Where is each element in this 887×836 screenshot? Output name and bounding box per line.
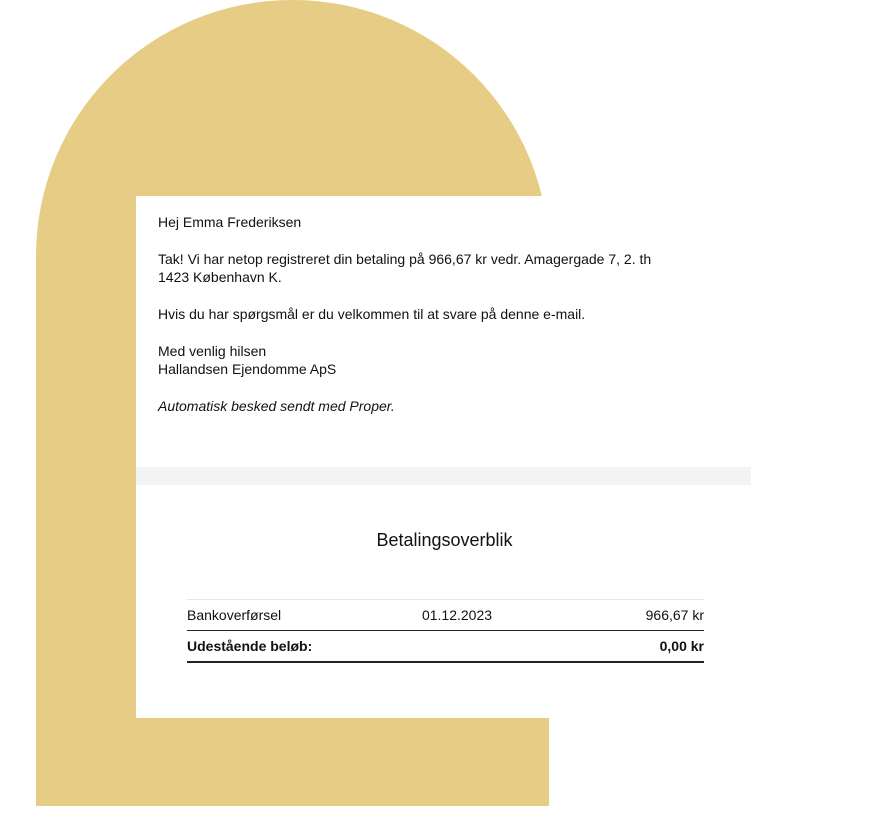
confirmation-line-1: Tak! Vi har netop registreret din betaling på 966,67 kr vedr. Amagergade 7, 2. th bbox=[158, 251, 652, 267]
payment-table bbox=[187, 599, 704, 663]
payment-date: 01.12.2023 bbox=[421, 607, 493, 623]
confirmation-line-2: 1423 København K. bbox=[158, 269, 282, 285]
payment-row bbox=[187, 600, 704, 631]
outstanding-amount: 0,00 kr bbox=[659, 638, 704, 654]
email-footer-note: Automatisk besked sendt med Proper. bbox=[158, 398, 395, 414]
email-greeting: Hej Emma Frederiksen bbox=[158, 214, 302, 230]
email-message-card bbox=[136, 196, 751, 467]
email-signoff: Med venlig hilsen bbox=[158, 343, 267, 359]
email-questions: Hvis du har spørgsmål er du velkommen til at svare på denne e-mail. bbox=[158, 306, 586, 322]
payment-amount: 966,67 kr bbox=[645, 607, 704, 623]
outstanding-label: Udestående beløb: bbox=[187, 638, 313, 654]
email-body bbox=[158, 213, 738, 434]
payment-method: Bankoverførsel bbox=[187, 607, 282, 623]
payment-overview-card bbox=[136, 485, 751, 718]
email-signature bbox=[158, 342, 738, 378]
payment-overview-title: Betalingsoverblik bbox=[376, 530, 513, 550]
outstanding-row bbox=[187, 631, 704, 663]
email-confirmation bbox=[158, 250, 738, 286]
email-sender: Hallandsen Ejendomme ApS bbox=[158, 361, 337, 377]
section-separator bbox=[136, 467, 751, 485]
